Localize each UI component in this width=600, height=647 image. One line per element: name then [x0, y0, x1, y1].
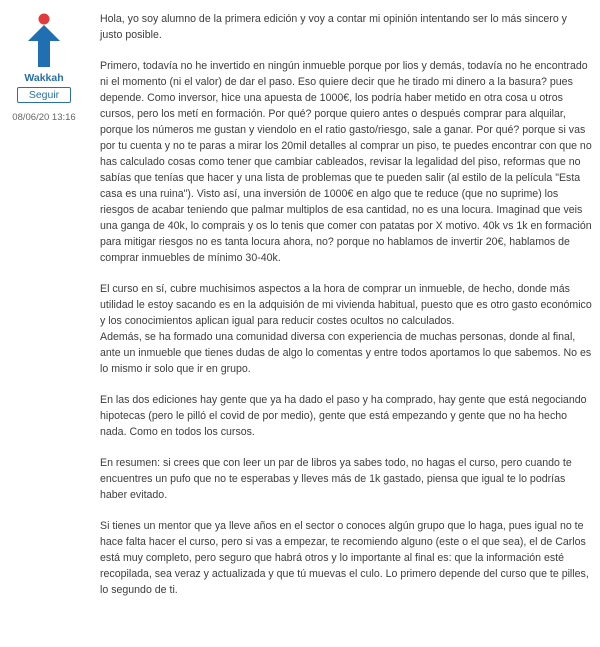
author-panel [0, 0, 88, 123]
post-paragraph: El curso en sí, cubre muchisimos aspectos a la hora de comprar un inmueble, de hecho, donde más utilidad le estoy sacando es en la adquisión de mi vivienda habitual, puesto que es otro gasto económico y los conocimientos aplican igual para reducir costes ocultos no calculados. [100, 283, 592, 327]
follow-button[interactable]: Seguir [17, 87, 71, 103]
user-arrow-icon[interactable] [24, 12, 64, 68]
post-paragraph: Primero, todavía no he invertido en ningún inmueble porque por lios y demás, todavía no he encontrado ni el momento (ni el valor) de dar el paso. Eso quiere decir que he tirado mi dinero a la basura? pues depende. Como inversor, hice una apuesta de 1000€, los podría haber metido en otra cosa u otros cursos, pero los metí en formación. Por qué? porque quiero antes o después comprar para alquilar, porque los números me gustan y viendolo en el ratio gasto/riesgo, sale a ganar. Por qué? porque si vas por tu cuenta y no te paras a mirar los 20mil detalles al comprar un piso, te puedes encontrar con que no has calculado cosas como tener que cambiar cableados, revisar la legalidad del piso, reformas que no sabías que tenías que hacer y una lista de problemas que te pueden salir (al estilo de la película "Esta casa es una ruina"). Visto así, una inversión de 1000€ en algo que te reduce (que no suprime) los riesgos de acabar teniendo que palmar multiplos de esa cantidad, no es una locura. Imaginad que veis una ganga de 40k, lo comprais y os lo tenis que comer con patatas por X motivo. 40k vs 1k en formación para mitigar riesgos no es tanta locura ahora, no? porque no hablamos de invertir 20€, hablamos de comprar inmuebles de mínimo 30-40k. [100, 60, 592, 264]
post-paragraph: En las dos ediciones hay gente que ya ha dado el paso y ha comprado, hay gente que está negociando hipotecas (pero le pilló el covid de por medio), gente que está empezando y gente que no ha hecho nada. Como en todos los cursos. [100, 394, 587, 438]
author-username[interactable]: Wakkah [24, 72, 64, 84]
post-paragraph: En resumen: si crees que con leer un par de libros ya sabes todo, no hagas el curso, pero cuando te encuentres un pufo que no te esperabas y lleves más de 1k gastado, piensa que igual te lo podrías haber evitado. [100, 457, 572, 501]
post-paragraph: Si tienes un mentor que ya lleve años en el sector o conoces algún grupo que lo haga, pues igual no te hace falta hacer el curso, pero si vas a empezar, te recomiendo alguno (este o el que sea), el de Carlos está muy completo, pero seguro que habrá otros y lo importante al final es: que la información esté recopilada, sea veraz y actualizada y que tú muevas el culo. Lo primero depende del curso que te pilles, lo segundo de ti. [100, 520, 589, 596]
post-body [100, 11, 592, 613]
post-paragraph: Además, se ha formado una comunidad diversa con experiencia de muchas personas, donde al final, ante un inmueble que tienes dudas de algo lo comentas y entre todos aportamos lo que sabemos. No es lo mismo ir solo que ir en grupo. [100, 331, 592, 375]
post-date: 08/06/20 13:16 [12, 112, 76, 123]
post-paragraph: Hola, yo soy alumno de la primera edición y voy a contar mi opinión intentando ser lo más sincero y justo posible. [100, 13, 567, 41]
